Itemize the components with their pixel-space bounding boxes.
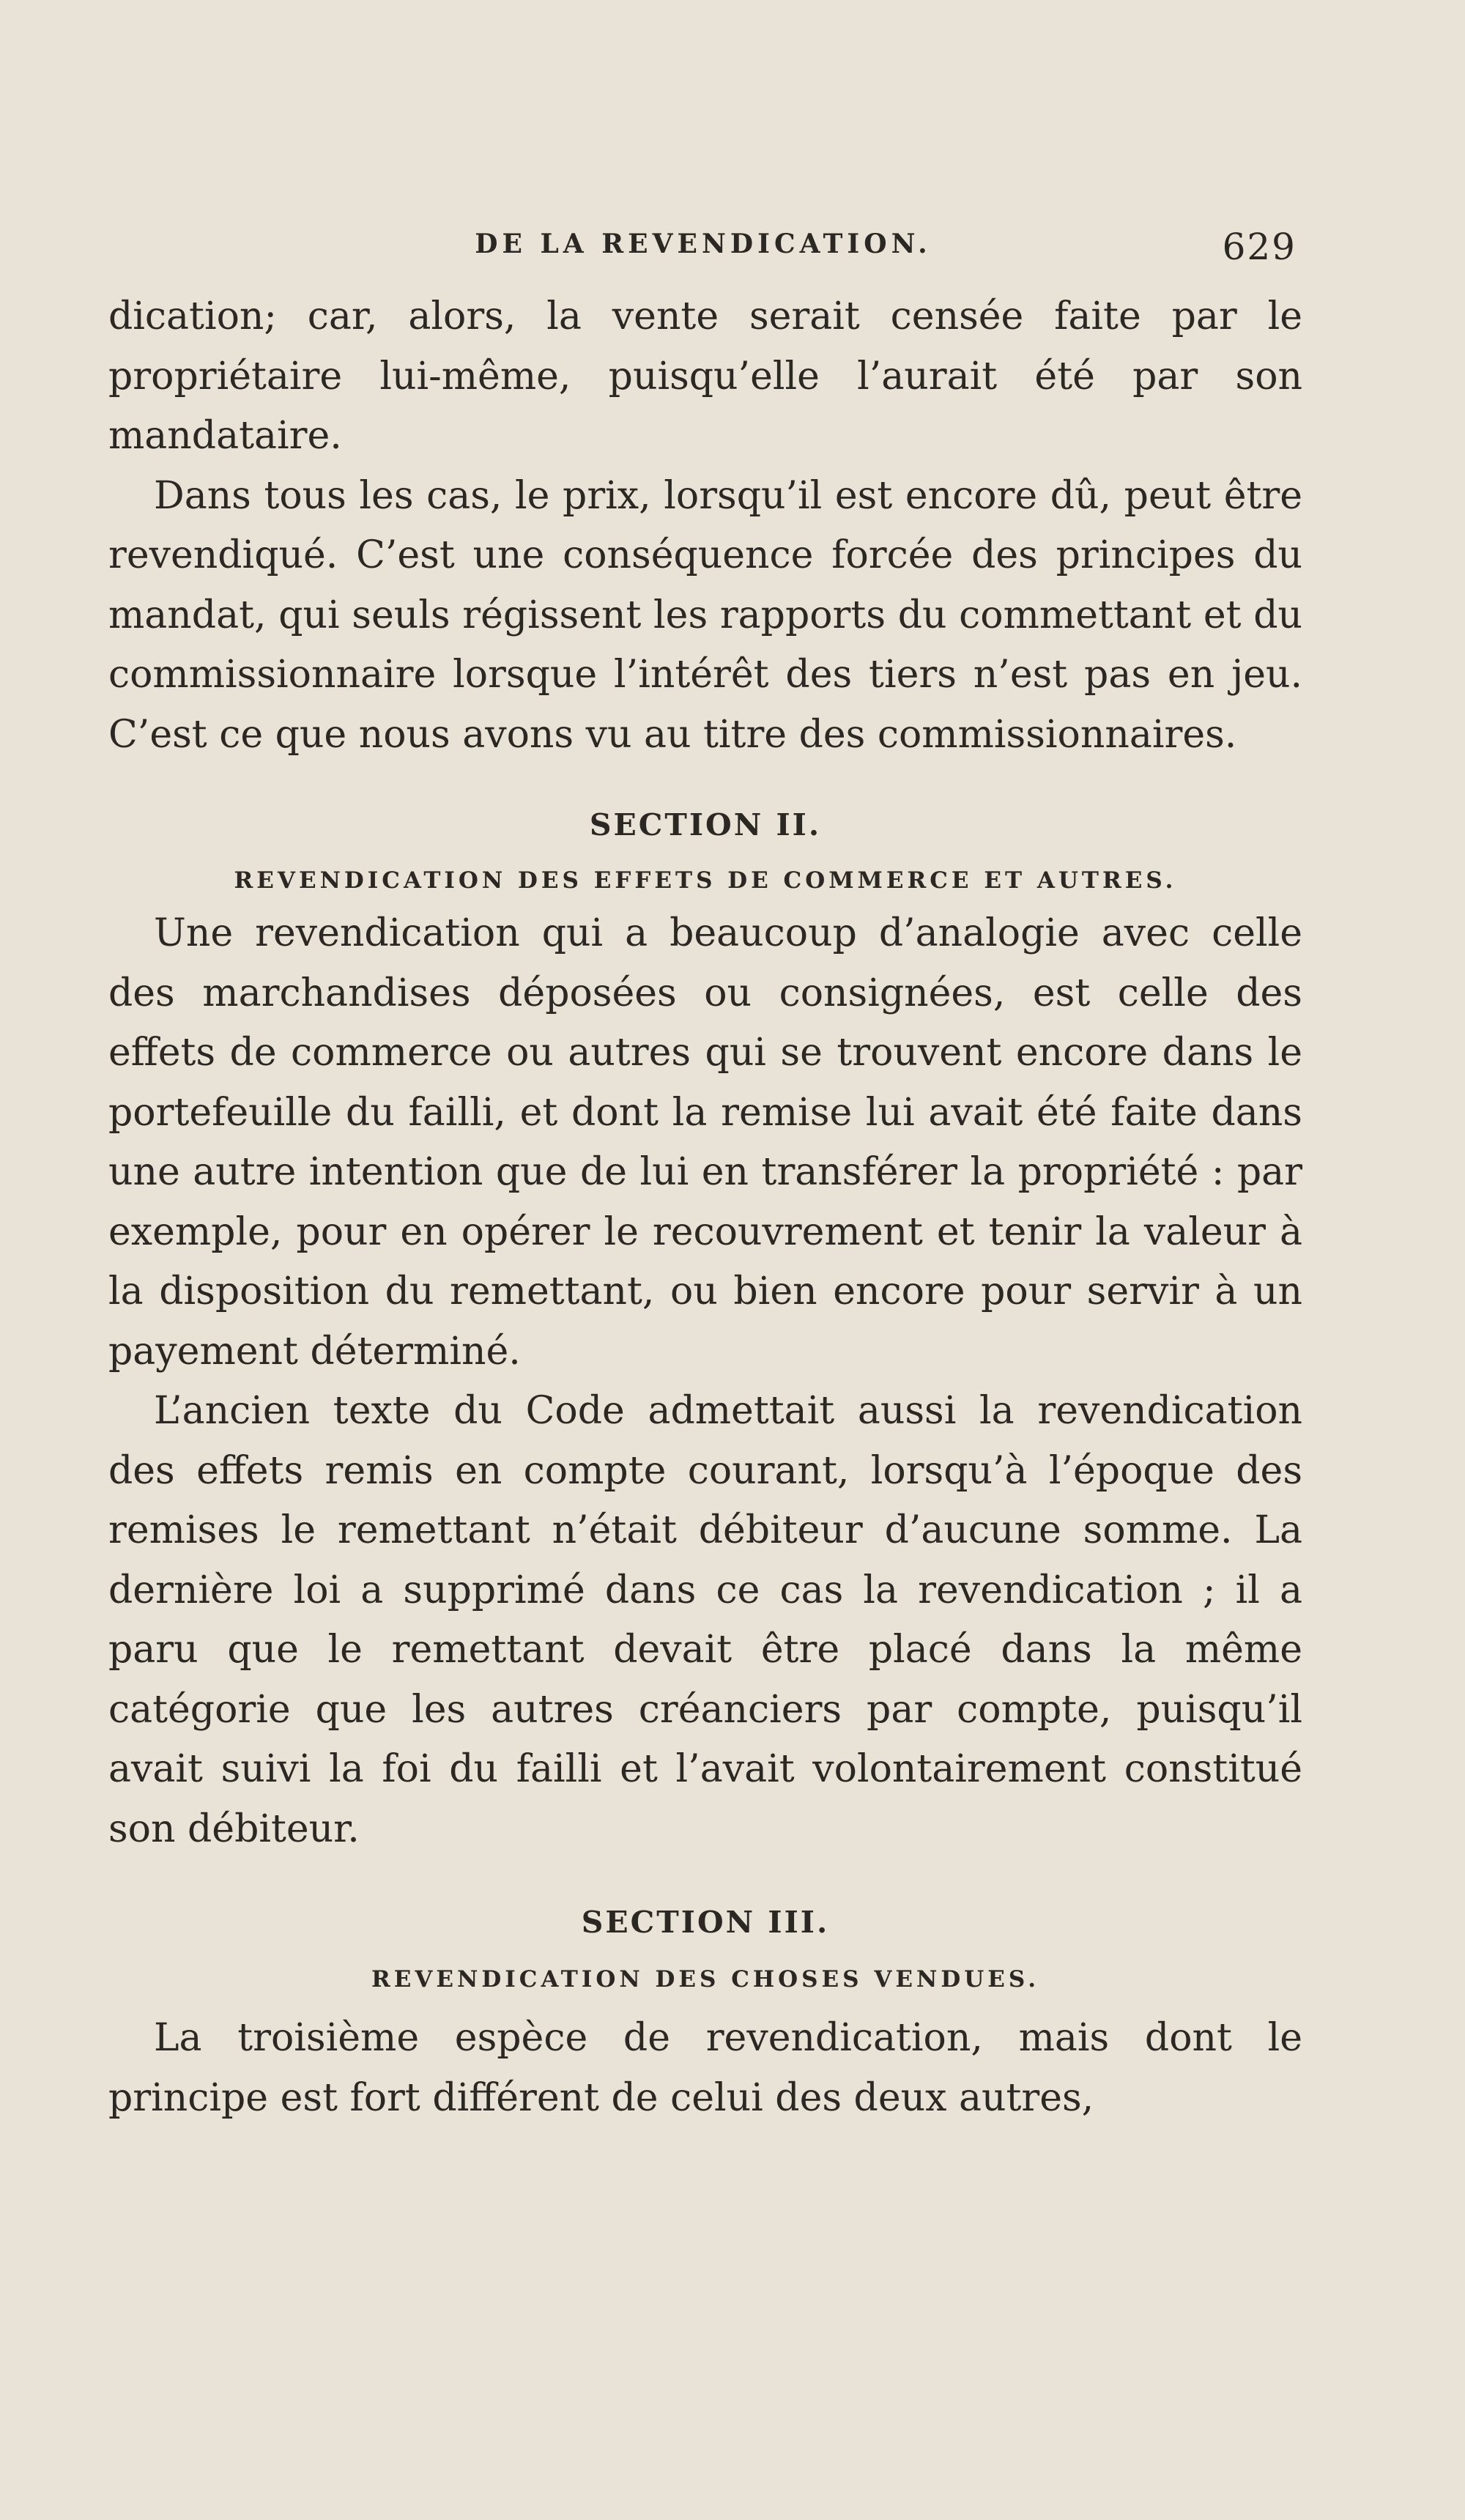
- section-heading: SECTION III.: [581, 1905, 830, 1940]
- paragraph-continuation: dication; car, alors, la vente serait censée faite par le propriétaire lui-même, puisqu’elle l’aurait été par son mandataire.: [108, 294, 1302, 458]
- section-subheading: REVENDICATION DES CHOSES VENDUES.: [371, 1966, 1039, 1993]
- page-number: 629: [1222, 226, 1297, 268]
- main-text: [108, 287, 1302, 2128]
- section-heading: SECTION II.: [589, 807, 822, 842]
- paragraph: Une revendication qui a beaucoup d’analogie avec celle des marchandises déposées ou consignées, est celle des effets de commerce ou autres qui se trouvent encore dans le portefeuille du failli, et dont la remise lui avait été faite dans une autre intention que de lui en transférer la propriété : par exemple, pour en opérer le recouvrement et tenir la valeur à la disposition du remettant, ou bien encore pour servir à un payement déterminé.: [108, 911, 1302, 1374]
- paragraph: L’ancien texte du Code admettait aussi la revendication des effets remis en compte courant, lorsqu’à l’époque des remises le remettant n’était débiteur d’aucune somme. La dernière loi a supprimé dans ce cas la revendication ; il a paru que le remettant devait être placé dans la même catégorie que les autres créanciers par compte, puisqu’il avait suivi la foi du failli et l’avait volontairement constitué son débiteur.: [108, 1389, 1302, 1851]
- paragraph: La troisième espèce de revendication, mais dont le principe est fort différent de celui des deux autres,: [108, 2016, 1302, 2120]
- running-head-title: DE LA REVENDICATION.: [475, 229, 932, 259]
- running-head: [110, 226, 1297, 270]
- paragraph: Dans tous les cas, le prix, lorsqu’il est encore dû, peut être revendiqué. C’est une conséquence forcée des principes du mandat, qui seuls régissent les rapports du commettant et du commissionnaire lorsque l’intérêt des tiers n’est pas en jeu. C’est ce que nous avons vu au titre des commissionnaires.: [108, 473, 1302, 757]
- section-subheading: REVENDICATION DES EFFETS DE COMMERCE ET AUTRES.: [234, 867, 1177, 894]
